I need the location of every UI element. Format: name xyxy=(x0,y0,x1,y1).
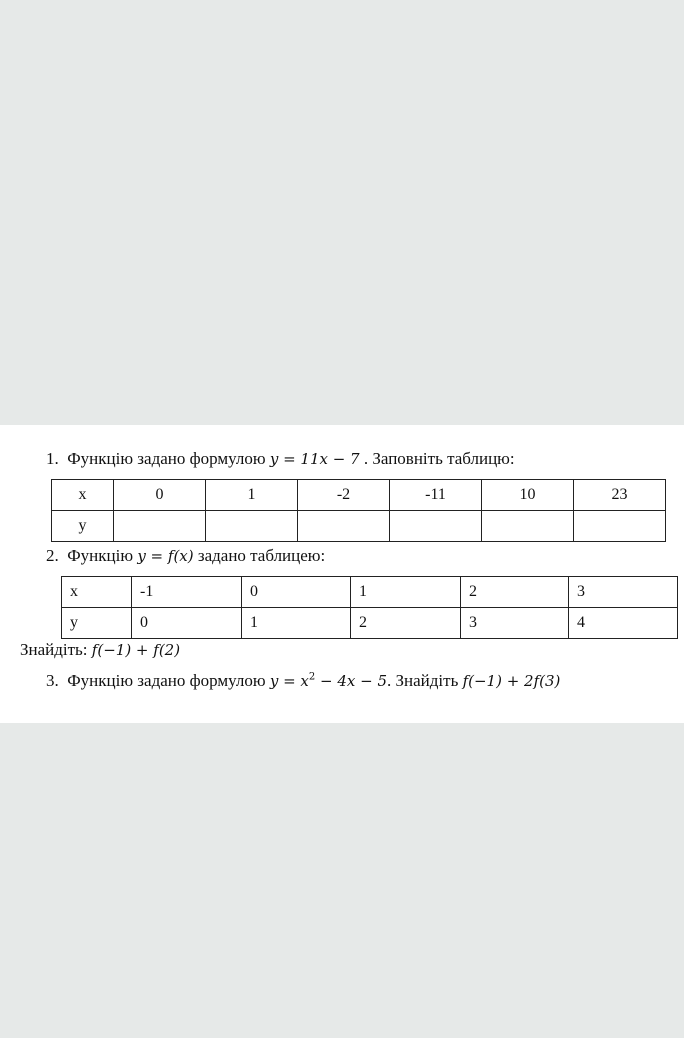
x-cell: 1 xyxy=(206,480,298,511)
task-2-text-a: Функцію xyxy=(67,546,134,565)
x-cell: 10 xyxy=(482,480,574,511)
y-cell: 2 xyxy=(351,608,461,639)
task-1-table xyxy=(51,479,666,542)
worksheet xyxy=(0,425,684,723)
y-cell xyxy=(206,511,298,542)
y-cell xyxy=(482,511,574,542)
task-2-find-expr: f(−1) + f(2) xyxy=(91,641,181,659)
task-3-text-a: Функцію задано формулою xyxy=(67,671,266,690)
table-row xyxy=(52,511,666,542)
task-1-number: 1. xyxy=(46,449,59,468)
task-2-text-b: задано таблицею: xyxy=(197,546,326,565)
task-3-find-expr: f(−1) + 2f(3) xyxy=(462,672,561,690)
table-row xyxy=(62,577,678,608)
x-header-cell: x xyxy=(62,577,132,608)
task-3-formula-a: y = x xyxy=(269,672,309,690)
table-row xyxy=(62,608,678,639)
x-cell: -11 xyxy=(390,480,482,511)
task-3-formula-b: − 4x − 5 xyxy=(315,672,388,690)
x-cell: 23 xyxy=(574,480,666,511)
task-2-find-label: Знайдіть: xyxy=(20,640,88,659)
y-cell xyxy=(114,511,206,542)
x-cell: -2 xyxy=(298,480,390,511)
task-1-text-a: Функцію задано формулою xyxy=(67,449,266,468)
task-2-number: 2. xyxy=(46,546,59,565)
y-cell: 3 xyxy=(461,608,569,639)
x-header-cell: x xyxy=(52,480,114,511)
task-2-find xyxy=(20,640,180,660)
y-cell: 4 xyxy=(569,608,678,639)
y-header-cell: y xyxy=(62,608,132,639)
y-cell xyxy=(298,511,390,542)
y-header-cell: y xyxy=(52,511,114,542)
x-cell: 1 xyxy=(351,577,461,608)
y-cell: 0 xyxy=(132,608,242,639)
x-cell: 3 xyxy=(569,577,678,608)
x-cell: 0 xyxy=(242,577,351,608)
x-cell: -1 xyxy=(132,577,242,608)
task-1-formula: y = 11x − 7 xyxy=(269,450,360,468)
table-row xyxy=(52,480,666,511)
x-cell: 2 xyxy=(461,577,569,608)
y-cell xyxy=(390,511,482,542)
x-cell: 0 xyxy=(114,480,206,511)
task-3-text-b: . Знайдіть xyxy=(387,671,459,690)
task-2-formula: y = f(x) xyxy=(137,547,194,565)
task-2-text xyxy=(46,546,325,566)
y-cell: 1 xyxy=(242,608,351,639)
y-cell xyxy=(574,511,666,542)
task-3-text xyxy=(46,671,560,691)
task-2-table xyxy=(61,576,678,639)
task-3-number: 3. xyxy=(46,671,59,690)
task-3-formula-exp: 2 xyxy=(308,671,316,683)
task-1-text-b: . Заповніть таблицю: xyxy=(363,449,515,468)
task-1-text xyxy=(46,449,515,469)
